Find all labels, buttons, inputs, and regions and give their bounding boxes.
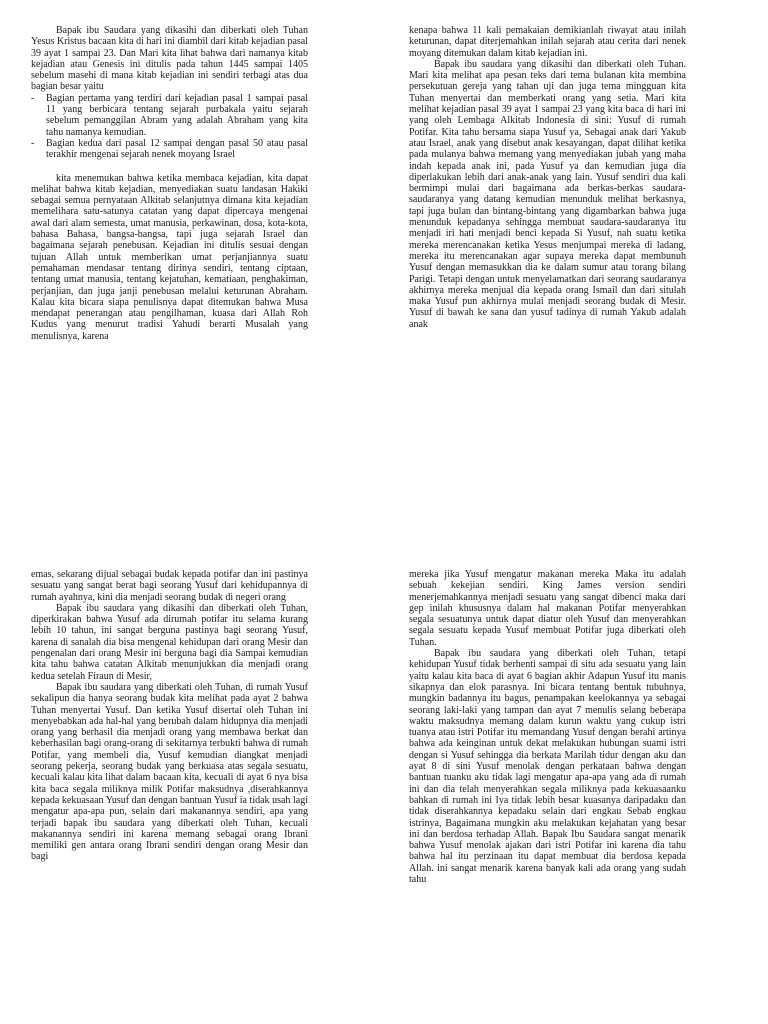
spacer bbox=[31, 161, 308, 173]
paragraph-continuation: mereka jika Yusuf mengatur makanan mereka Maka itu adalah sebuah kekejian sendiri. King James version sendiri menerjemahkannya menjadi sesuatu yang sangat dibenci maka dari gep inilah khususnya dalam hal makanan Potifar menyerahkan segala sesuatunya untuk dapat diatur oleh Yusuf dan menyerahkan segala sesuatu kepada Yusuf membuat Potifar juga diberkati oleh Tuhan. bbox=[409, 569, 686, 648]
list-item bbox=[31, 93, 308, 138]
bullet-dash: - bbox=[31, 92, 35, 104]
paragraph-body: Bapak ibu saudara yang dikasihi dan diberkati oleh Tuhan, diperkirakan bahwa Yusuf ada dirumah potifar itu selama kurang lebih 10 tahun, ini sangat berguna pastinya bagi seorang Yusuf, karena di sanalah dia bisa mengenal kehidupan dari orang Mesir dan pengenalan dari orang Mesir ini berguna bagi dia Sampai kemudian kita tahu bahwa catatan Alkitab menunjukkan dia menjadi orang kedua setelah Firaun di Mesir, bbox=[31, 602, 308, 682]
list-item-text: Bagian pertama yang terdiri dari kejadian pasal 1 sampai pasal 11 yang berbicara tentang sejarah purbakala yaitu sejarah sebelum pemanggilan Abram yang adalah Abraham yang kita tahu namanya kemudian. bbox=[46, 92, 308, 138]
paragraph-body: kita menemukan bahwa ketika membaca kejadian, kita dapat melihat bahwa kitab kejadian, menyediakan suatu landasan Hakiki sebagai semua pernyataan Alkitab selanjutnya dimana kita kejadian memelihara satu-satunya catatan yang dapat dipercaya mengenai awal dari alam semesta, umat manusia, perkawinan, dosa, kota-kota, bahasa Bahasa, bangsa-bangsa, tapi juga sejarah Israel dan bagaimana sejarah penebusan. Kejadian ini ditulis sesuai dengan tujuan Allah untuk memberikan umat perjanjiannya suatu pemahaman mendasar tentang dirinya sendiri, tentang ciptaan, tentang umat manusia, tentang kejatuhan, kematiaan, penghakiman, perjanjian, dan juga janji penebusan melalui keturunan Abraham. Kalau kita bicara siapa penulisnya dapat ditemukan bahwa Musa mendapat penerangan atau pengilhaman, kuasa dari Allah Roh Kudus yang menurut tradisi Yahudi berarti Musalah yang menulisnya, karena bbox=[31, 172, 308, 342]
bullet-dash: - bbox=[31, 137, 35, 149]
page-column-top-left bbox=[31, 25, 308, 342]
list-item bbox=[31, 138, 308, 161]
list-item-text: Bagian kedua dari pasal 12 sampai dengan pasal 50 atau pasal terakhir mengenai sejarah nenek moyang Israel bbox=[46, 137, 308, 161]
page-column-bottom-left bbox=[31, 569, 308, 863]
paragraph-continuation: kenapa bahwa 11 kali pemakaian demikianlah riwayat atau inilah keturunan, dapat diterjemahkan inilah sejarah atau cerita dari nenek moyang ditemukan dalam kitab kejadian ini. bbox=[409, 25, 686, 59]
paragraph-body: Bapak ibu saudara yang diberkati oleh Tuhan, tetapi kehidupan Yusuf tidak berhenti sampai di situ ada sesuatu yang lain yaitu kalau kita baca di ayat 6 bagian akhir Adapun Yusuf itu manis sikapnya dan elok parasnya. Ini bicara tentang bentuk tubuhnya, mungkin badannya itu bagus, penampakan keelokannya ya sebagai seorang laki-laki yang tampan dan ayat 7 menulis selang beberapa waktu maksudnya memang dalam kurun waktu yang cukup istri tuanya atau istri Potifar itu memandang Yusuf dengan berahi artinya bahwa ada keinginan untuk dekat melakukan hubungan suami istri dengan si Yusuf sehingga dia berkata Marilah tidur dengan aku dan ayat 8 di sini Yusuf menolak dengan perkataan bahwa dengan bantuan tuanku aku tidak lagi mengatur apa-apa yang ada di rumah ini dan dia telah menyerahkan segala miliknya pada kekuasaanku bahkan di rumah ini Iya tidak lebih besar kuasanya daripadaku dan tidak diserahkannya kepadaku selain dari engkau Sebab engkau istrinya, Bagaimana mungkin aku melakukan kejahatan yang besar ini dan berdosa terhadap Allah. Bapak Ibu Saudara sangat menarik bahwa Yusuf menolak ajakan dari istri Potifar ini karena dia tahu bahwa hal itu perzinaan itu dapat membuat dia berdosa kepada Allah. ini sangat menarik karena banyak kali ada orang yang sudah tahu bbox=[409, 648, 686, 886]
page-column-bottom-right bbox=[409, 569, 686, 885]
page-column-top-right bbox=[409, 25, 686, 330]
paragraph-intro: Bapak ibu Saudara yang dikasihi dan diberkati oleh Tuhan Yesus Kristus bacaan kita di hari ini diambil dari kitab kejadian pasal 39 ayat 1 sampai 23. Dan Mari kita lihat bahwa dari namanya kitab kejadian atau Genesis ini ditulis pada tahun 1445 sampai 1405 sebelum masehi di mana kitab kejadian ini sendiri terbagi atas dua bagian besar yaitu bbox=[31, 25, 308, 93]
paragraph-body: Bapak ibu saudara yang dikasihi dan diberkati oleh Tuhan. Mari kita melihat apa pesan teks dari tema bulanan kita membina persekutuan gereja yang tahan uji dan juga tema mingguan kita Tuhan menyertai dan memberkati orang yang setia. Mari kita melihat kejadian pasal 39 ayat 1 sampai 23 yang kita baca di hari ini yang oleh Lembaga Alkitab Indonesia di sini: Yusuf di rumah Potifar. Kita tahu bersama siapa Yusuf ya, Sebagai anak dari Yakub atau Israel, anak yang disebut anak kesayangan, dapat dilihat ketika pada mulanya bahwa memang yang menyediakan jubah yang maha indah kepada anak ini, pada Yusuf ya dan kemudian juga dia diperlakukan lebih dari anak-anak yang lain. Yusuf sendiri dua kali bermimpi mulai dari bagaimana ada berkas-berkas saudara-saudaranya yang datang kemudian menunduk melihat berkasnya, tapi juga bulan dan bintang-bintang yang digambarkan bahwa juga menunduk kepadanya sehingga membuat saudara-saudaranya itu menjadi iri hati menjadi benci kepada Si Yusuf, nah suatu ketika mereka merencanakan ketika Yesus menjumpai mereka di ladang, mereka itu merencanakan agar supaya mereka dapat membunuh Yusuf dengan memasukkan dia ke dalam sumur atau torang bilang Parigi. Tetapi dengan untuk menyelamatkan dari seorang saudaranya akhirnya mereka menjual dia kepada orang Ismail dan dari situlah maka Yusuf pun akhirnya mulai menjadi seorang budak di Mesir. Yusuf di bawah ke sana dan yusuf tadinya di rumah Yakub adalah anak bbox=[409, 58, 686, 330]
paragraph-continuation: emas, sekarang dijual sebagai budak kepada potifar dan ini pastinya sesuatu yang sangat berat bagi seorang Yusuf dari kehidupannya di rumah ayahnya, kini dia menjadi seorang budak di negeri orang bbox=[31, 569, 308, 603]
paragraph-body: Bapak ibu saudara yang diberkati oleh Tuhan, di rumah Yusuf sekalipun dia hanya seorang budak kita melihat pada ayat 2 bahwa Tuhan menyertai Yusuf. Dan ketika Yusuf disertai oleh Tuhan ini menyebabkan ada hal-hal yang berubah dalam hidupnya dia menjadi orang yang berhasil dia menjadi orang yang membawa berkat dan keberhasilan bagi orang-orang di sekitarnya terbukti bahwa di rumah Potifar, yang membeli dia, Yusuf kemudian diangkat menjadi seorang pekerja, seorang budak yang berkuasa atas segala sesuatu, kecuali kalau kita lihat dalam bacaan kita, kecuali di ayat 6 nya bisa kita baca segala miliknya milik Potifar maksudnya ,diserahkannya kepada kekuasaan Yusuf dan dengan bantuan Yusuf ia tidak usah lagi mengatur apa-apa pun, selain dari makanannya sendiri, apa yang terjadi bapak ibu saudara yang diberkati oleh Tuhan, kecuali makanannya sendiri ini karena memang sebagai orang Ibrani memiliki gen antara orang Ibrani sendiri dengan orang Mesir dan bagi bbox=[31, 681, 308, 863]
